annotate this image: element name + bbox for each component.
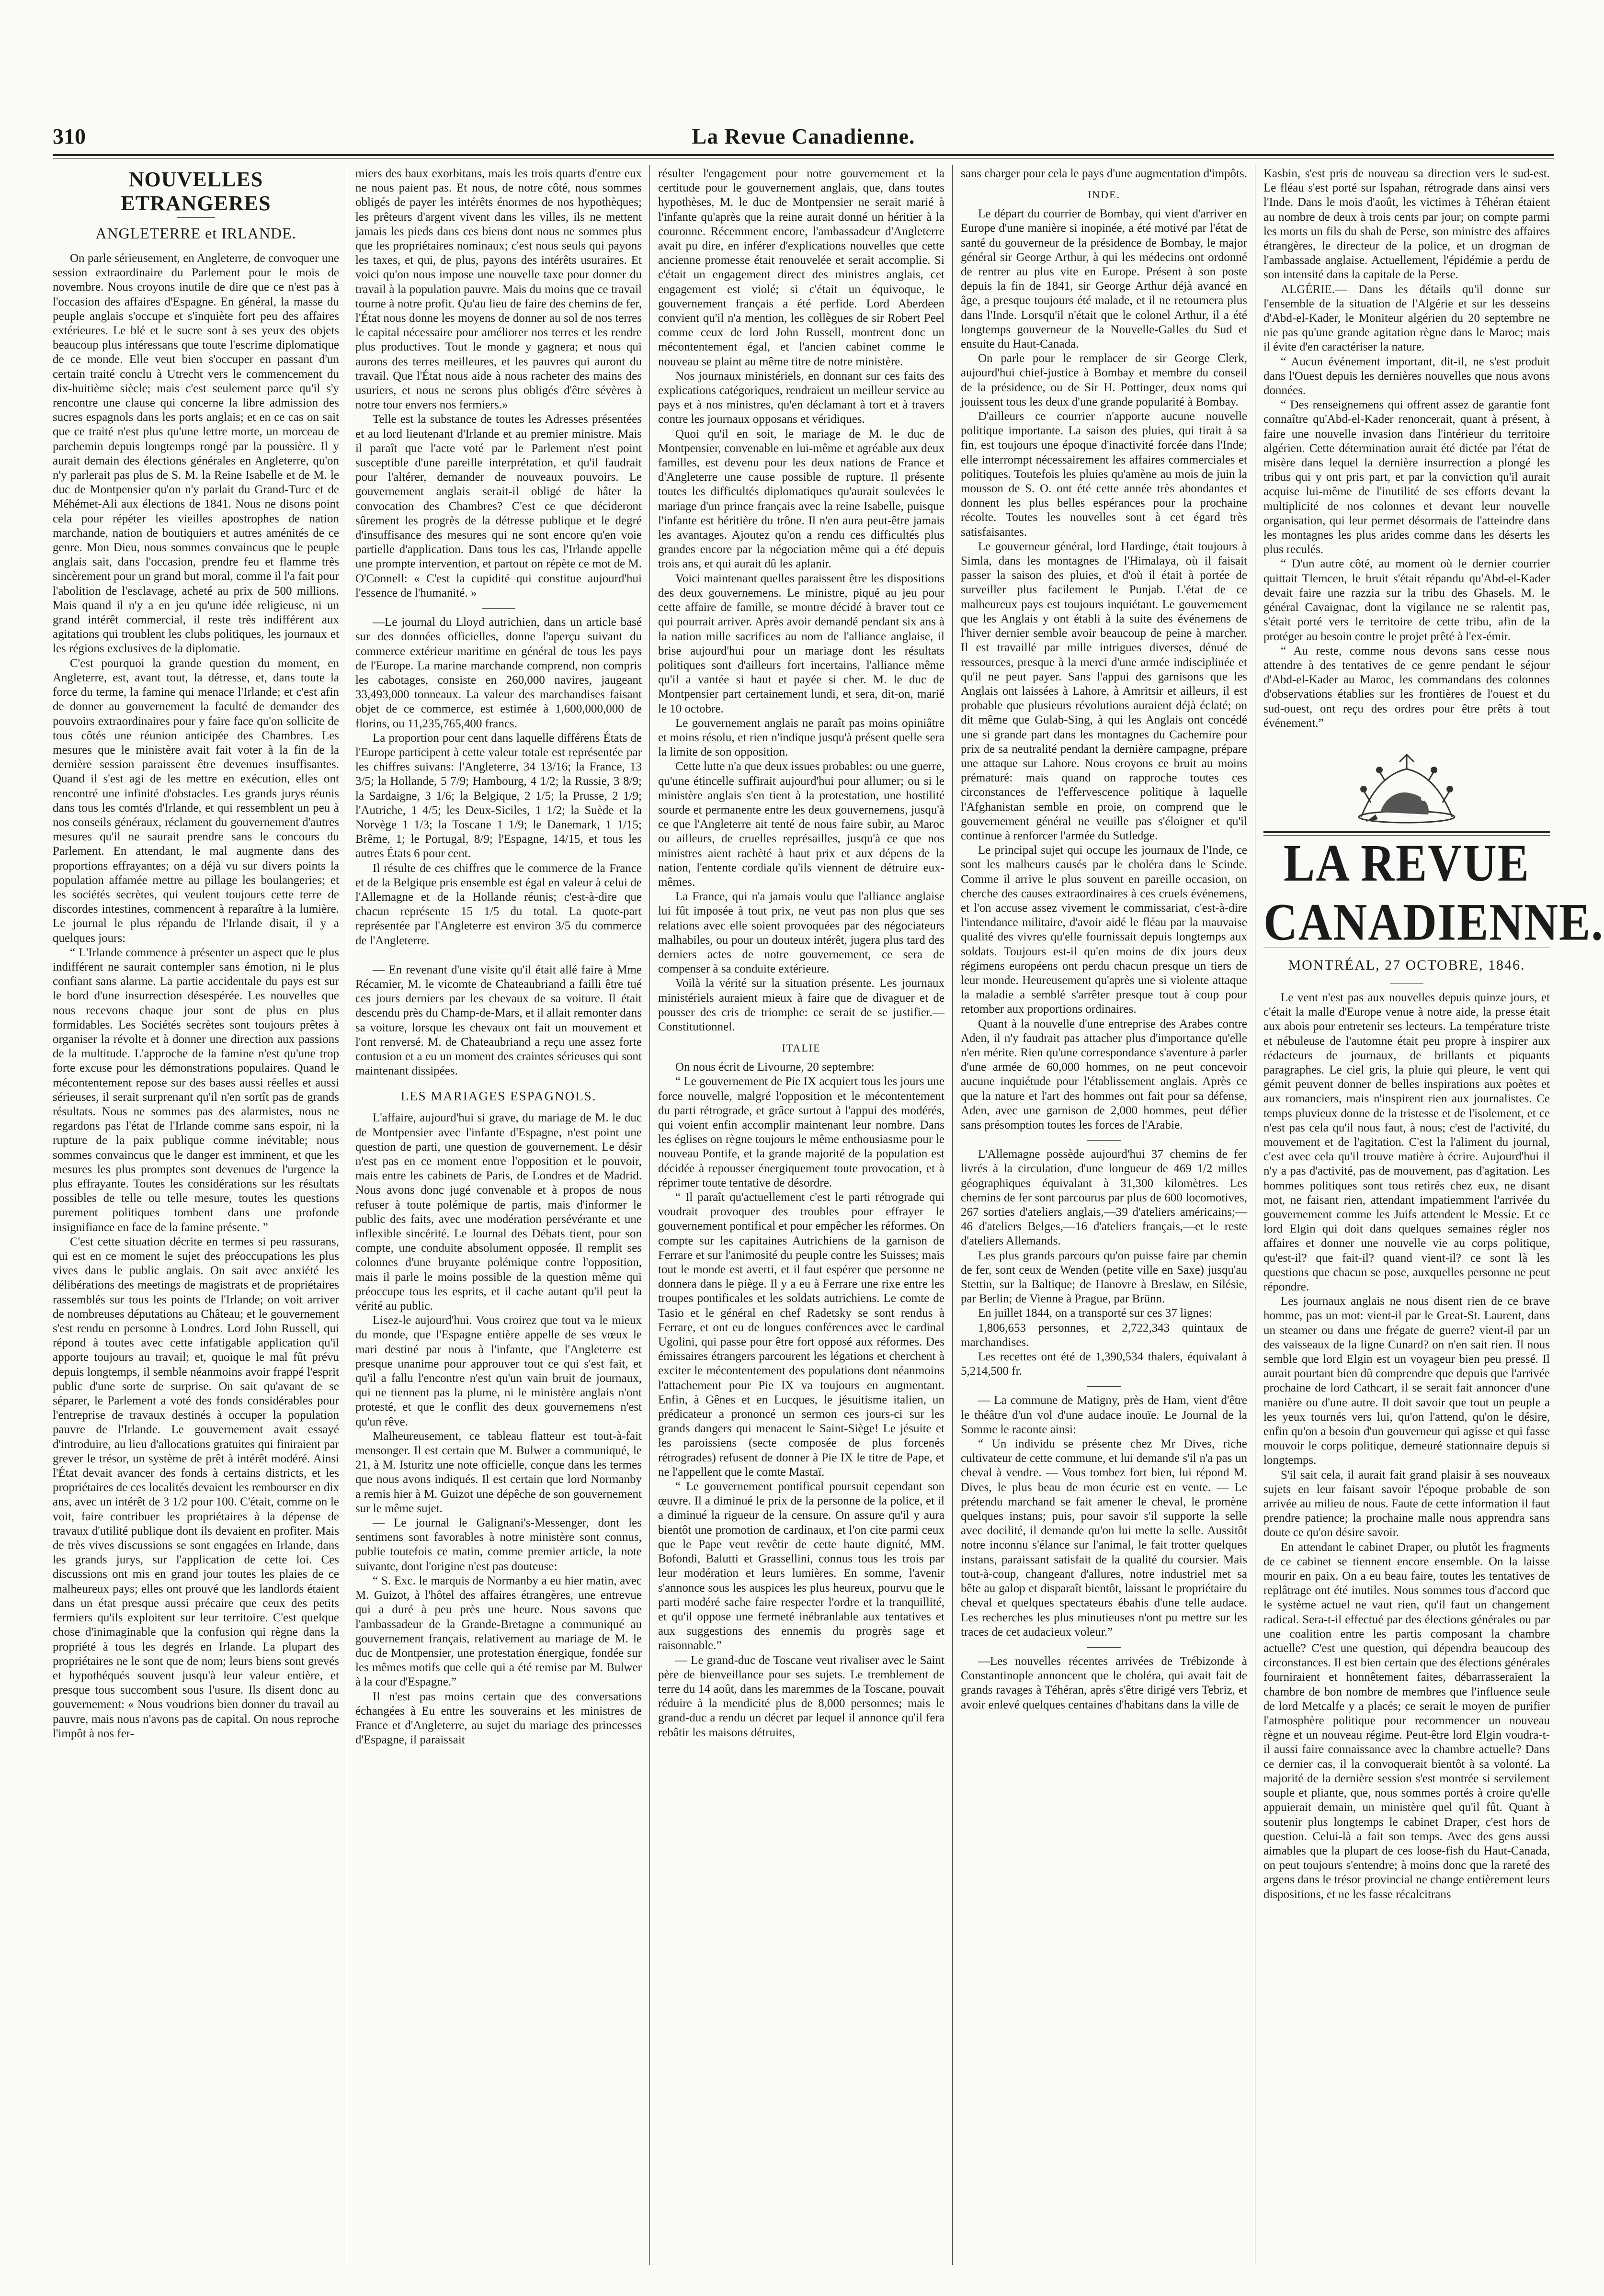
article-paragraph: Voilà la vérité sur la situation présente. Les journaux ministériels auraient mieux à faire que de divaguer et de pousser des cris de triomphe: ce serait de se justifier.—Constitutionnel. xyxy=(658,977,944,1033)
article-paragraph: — La commune de Matigny, près de Ham, vient d'être le théâtre d'un vol d'une audace inouïe. Le Journal de la Somme le raconte ainsi: xyxy=(961,1394,1247,1436)
running-head: La Revue Canadienne. xyxy=(692,124,915,148)
article-paragraph: Cette lutte n'a que deux issues probables: ou une guerre, qu'une étincelle suffirait aujourd'hui pour allumer; ou si le ministère anglais s'en tient à la protestation, une hostilité sourde et permanente entre les deux gouvernemens, jusqu'à ce que l'Angleterre ait tenté de nous faire subir, au Maroc ou ailleurs, de cruelles représailles, jusqu'à ce que nos ministres aient rachèté à haut prix et aux dépens de la nation, l'entente cordiale qu'ils viennent de détruire eux-mêmes. xyxy=(658,760,944,889)
separator-rule xyxy=(1087,1386,1121,1387)
section-subtitle: ANGLETERRE et IRLANDE. xyxy=(95,225,296,242)
column-1 xyxy=(53,167,339,2264)
column-2 xyxy=(355,167,642,2264)
article-paragraph: En juillet 1844, on a transporté sur ces 37 lignes: xyxy=(978,1307,1212,1320)
article-paragraph: Le principal sujet qui occupe les journaux de l'Inde, ce sont les malheurs causés par le choléra dans le Scinde. Comme il arrive le plus souvent en pareille occasion, on cherche des causes extraordinaires à ces cruels événemens, et l'on accuse assez vivement le commissariat, c'est-à-dire l'intendance militaire, d'avoir aidé le fléau par la mauvaise qualité des vivres qu'elle fournissait depuis longtemps aux soldats. Toujours est-il qu'en moins de dix jours deux régimens européens ont perdu chacun presque un tiers de leur monde. Heureusement qu'après une si violente attaque la maladie a semblé s'arrêter presque tout à coup pour retomber aux proportions ordinaires. xyxy=(961,844,1247,1016)
article-paragraph: Telle est la substance de toutes les Adresses présentées et au lord lieutenant d'Irlande et au premier ministre. Mais il paraît que l'acte voté par le Parlement n'est point susceptible d'une pareille interprétation, et qu'il faudrait pour l'altérer, demander de nouveaux pouvoirs. Le gouvernement anglais serait-il obligé de hâter la convocation des Chambres? C'est ce que décideront sûrement les progrès de la détresse publique et le degré d'insuffisance des mesures qui ne sont encore qu'en voie partielle d'application. Dans tous les cas, l'Irlande appelle une prompte intervention, et partout on répète ce mot de M. O'Connell: « C'est la cupidité qui constitue aujourd'hui l'essence de l'humanité. » xyxy=(355,413,642,599)
article-paragraph: résulter l'engagement pour notre gouvernement et la certitude pour le gouvernement anglais, que, dans toutes hypothèses, M. le duc de Montpensier ne serait marié à l'infante qu'après que la reine aurait donné un héritier à la couronne. Récemment encore, l'ambassadeur d'Angleterre avait pu dire, en inférer d'explications nouvelles que cette ancienne promesse était renouvelée et serait accomplie. Si c'était un engagement direct des ministres anglais, cet engagement est violé; si c'était un équivoque, le gouvernement français a été perfide. Lord Aberdeen convient qu'il n'a mention, les collègues de sir Robert Peel comme ceux de lord John Russell, montrent donc un mécontentement égal, et l'ancien cabinet comme le nouveau se plaint au même titre de notre ministère. xyxy=(658,167,944,368)
article-paragraph: C'est cette situation décrite en termes si peu rassurans, qui est en ce moment le sujet des préoccupations les plus vives dans le public anglais. On sait avec anxiété les délibérations des meetings de magistrats et de propriétaires rassemblés sur tous les points de l'Irlande; on voit arriver de nombreuses députations au Château; et le gouvernement s'est rendu en personne à Londres. Lord John Russell, qui répond à toutes avec cette infatigable application qu'il apporte toujours au travail; et, quoique le mal fût prévu depuis longtemps, il semble néanmoins avoir frappé l'esprit public d'une sorte de surprise. On sait qu'avant de se séparer, le Parlement a voté des fonds considérables pour l'entreprise de travaux destinés à occuper la population pauvre de l'Irlande. Le gouvernement avait essayé d'introduire, au lieu d'allocations gratuites qui finiraient par grever le trésor, un système de prêt à intérêt modéré. Ainsi l'État devait avancer des fonds à certains districts, et les propriétaires de ces localités devaient les rembourser en dix ans, avec un intérêt de 3 1/2 pour 100. C'était, comme on le voit, faire contribuer les propriétaires à la dépense de travaux d'utilité publique dont ils devaient en profiter. Mais de très vives discussions se sont engagées en Irlande, dans les grands jurys, sur l'application de cette loi. Ces discussions ont mis en grand jour toutes les plaies de ce malheureux pays; elles ont prouvé que les landlords étaient dans un état presque aussi précaire que ceux des petits fermiers qu'ils exploitent sur leur territoire. C'est quelque chose d'inimaginable que la confusion qui règne dans la propriété à tous les degrés en Irlande. La plupart des propriétaires ne le sont que de nom; leurs biens sont grevés et hypothéqués souvent jusqu'à leur valeur entière, et presque tous succombent sous l'usure. Ils disent donc au gouvernement: « Nous voudrions bien donner du travail au pauvre, mais nous n'avons pas de capital. On nous reproche l'impôt à nos fer- xyxy=(53,1235,339,1740)
article-paragraph: “ Le gouvernement pontifical poursuit cependant son œuvre. Il a diminué le prix de la personne de la police, et il a diminué la rigueur de la censure. On assure qu'il y aura bientôt une promotion de cardinaux, et l'on cite parmi ceux que le Pape veut revêtir de cette haute dignité, MM. Bofondi, Balutti et Grassellini, connus tous les trois par leur modération et leurs lumières. En somme, l'avenir s'annonce sous les auspices les plus heureux, pourvu que le parti modéré sache faire respecter l'ordre et la tranquillité, et qu'il oppose une fermeté inébranlable aux tentatives et aux suggestions des ennemis du progrès sage et raisonnable.” xyxy=(658,1480,944,1652)
article-paragraph: Voici maintenant quelles paraissent être les dispositions des deux gouvernemens. Le ministre, piqué au jeu pour cette affaire de famille, se montre décidé à braver tout ce qui pourrait arriver. Après avoir demandé pendant six ans à la nation mille sacrifices au nom de l'alliance anglaise, il brise aujourd'hui pour un mariage dont les résultats politiques sont d'ailleurs fort incertains, l'alliance même qu'il a vantée si haut et payée si cher. M. le duc de Montpensier part certainement lundi, et sera, dit-on, marié le 10 octobre. xyxy=(658,572,944,715)
article-paragraph: Nos journaux ministériels, en donnant sur ces faits des explications catégoriques, rendraient un meilleur service au pays et à nos ministres, qu'en déclamant à tort et à travers contre les journaux opposans et véridiques. xyxy=(658,369,944,426)
header-rule xyxy=(53,154,1554,156)
column-divider xyxy=(649,165,650,2265)
section-heading: INDE. xyxy=(1087,189,1121,201)
article-paragraph: Les recettes ont été de 1,390,534 thalers, équivalant à 5,214,500 fr. xyxy=(961,1350,1247,1378)
article-paragraph: “ Le gouvernement de Pie IX acquiert tous les jours une force nouvelle, malgré l'opposition et le mécontentement du parti rétrograde, et grâce surtout à l'appui des modérés, qui voient enfin accomplir maintenant leur nombre. Dans les églises on règne toujours le même enthousiasme pour le nouveau Pontife, et la grande majorité de la population est décidée à repousser énergiquement toute provocation, et à réprimer toute tentative de désordre. xyxy=(658,1075,944,1189)
article-paragraph: “ Aucun événement important, dit-il, ne s'est produit dans l'Ouest depuis les dernières nouvelles que nous avons données. xyxy=(1263,355,1550,397)
article-paragraph: Malheureusement, ce tableau flatteur est tout-à-fait mensonger. Il est certain que M. Bulwer a communiqué, le 21, à M. Isturitz une note officielle, conçue dans les termes que nous avons indiqués. Il est certain que lord Normanby a remis hier à M. Guizot une dépêche de son gouvernement sur le même sujet. xyxy=(355,1429,642,1515)
separator-rule xyxy=(482,608,515,609)
article-paragraph: Quant à la nouvelle d'une entreprise des Arabes contre Aden, il n'y faudrait pas attacher plus d'importance qu'elle n'en mérite. Rien qu'une correspondance s'aventure à parler d'une armée de 60,000 hommes, on ne peut concevoir aucune inquiétude pour l'établissement anglais. Après ce que la nature et l'art des hommes ont fait pour sa défense, Aden, avec une garnison de 2,000 hommes, peut défier sans présomption toutes les forces de l'Arabie. xyxy=(961,1017,1247,1131)
article-paragraph: Le vent n'est pas aux nouvelles depuis quinze jours, et c'était la malle d'Europe venue à notre aide, la presse était aux abois pour entretenir ses lecteurs. La température triste et nébuleuse de l'automne était peu propre à inspirer aux rédacteurs de journaux, de brillants et piquants paragraphes. Le ciel gris, la pluie qui pleure, le vent qui gémit peuvent donner de belles inspirations aux poètes et aux romanciers, mais n'inspirent rien aux journalistes. Ce temps pluvieux donne de la tristesse et de l'isolement, et ce n'est pas cela qu'il nous faut, à nous; c'est de l'activité, du mouvement et de l'agitation. C'est la l'aliment du journal, c'est avec cela qu'il trouve matière à écrire. Aujourd'hui il n'y a pas d'activité, pas de mouvement, pas d'agitation. Les hommes politiques sont tous retirés chez eux, ne disant mot, ne faisant rien, attendant impatiemment l'arrivée du gouvernement comme les Juifs attendent le Messie. Et ce lord Elgin qui doit dans quelques semaines régler nos affaires et donner une nouvelle vie au corps politique, qu'est-il? que fait-il? quand vient-il? ce sont là les questions que chacun se pose, auxquelles personne ne peut répondre. xyxy=(1263,991,1550,1293)
article-paragraph: On nous écrit de Livourne, 20 septembre: xyxy=(675,1061,875,1074)
article-paragraph: Lisez-le aujourd'hui. Vous croirez que tout va le mieux du monde, que l'Espagne entière appelle de ses vœux le mari destiné par nous à l'infante, que l'Angleterre est presque unanime pour approuver tout ce qui s'est fait, et qu'il a fallu l'encontre n'est qu'un vain bruit de journaux, qui ne tiennent pas la plume, ni le ministère anglais n'ont protesté, et que le conflit des deux gouvernemens n'est qu'un rêve. xyxy=(355,1314,642,1428)
article-paragraph: —Le journal du Lloyd autrichien, dans un article basé sur des données officielles, donne l'aperçu suivant du commerce extérieur maritime en général de tous les pays de l'Europe. La marine marchande comprend, non compris les cabotages, consiste en 260,000 navires, jaugeant 33,493,000 tonneaux. La valeur des marchandises faisant objet de ce commerce, est estimée à 1,600,000,000 de florins, ou 11,235,765,400 francs. xyxy=(355,616,642,730)
article-paragraph: En attendant le cabinet Draper, ou plutôt les fragments de ce cabinet se tiennent encore ensemble. On la laisse mourir en paix. On a eu beau faire, toutes les tentatives de replâtrage ont été inutiles. Nous sommes tous d'accord que le système actuel ne vaut rien, qu'il faut un changement radical. Sera-t-il effectué par des élections générales ou par une coalition entre les partis composant la chambre actuelle? C'est une question, qui dépendra beaucoup des circonstances. Il est bien certain que des élections générales fourniraient et honnêtement faites, débarrasseraient la chambre de bon nombre de membres que l'influence seule de lord Metcalfe y a placés; ce serait le moyen de purifier l'atmosphère politique pour recommencer un nouveau règne et un nouveau régime. Peut-être lord Elgin voudra-t-il aussi faire connaissance avec la chambre actuelle? Dans ce dernier cas, il la convoquerait bientôt à sa volonté. La majorité de la dernière session s'est montrée si servilement souple et pliante, que, nous sommes portés à croire qu'elle appuierait demain, un ministère quel qu'il fût. Quant à soutenir plus longtemps le cabinet Draper, c'est hors de question. Celui-là a fait son temps. Avec des gens aussi aimables que la plupart de ces loose-fish du Haut-Canada, on peut toujours s'entendre; à moins donc que la rareté des argens dans le trésor provincial ne change entièrement leurs dispositions, et ne les fasse récalcitrans xyxy=(1263,1540,1550,1901)
article-paragraph: C'est pourquoi la grande question du moment, en Angleterre, est, avant tout, la détresse, et, dans toute la force du terme, la famine qui menace l'Irlande; et c'est afin de donner au gouvernement la faculté de demander des pouvoirs extraordinaires pour y faire face qu'on sollicite de tous côtés une réunion anticipée des Chambres. Les mesures que le ministère avait fait voter à la fin de la dernière session paraissent être devenues insuffisantes. Quand il s'est agi de les mettre en exécution, elles ont rencontré une infinité d'obstacles. Les grands jurys réunis dans tous les comtés d'Irlande, et qui ressemblent un peu à nos conseils généraux, réclament du gouvernement d'autres mesures qu'il ne saurait prendre sans le concours du Parlement. En attendant, le mal augmente dans des proportions effrayantes; on a déjà vu sur divers points la population affamée mettre au pillage les boulangeries; et les sociétés secrètes, qui veulent toujours cette terre de discordes intestines, commencent à reparaître à la lumière. Le journal le plus répandu de l'Irlande disait, il y a quelques jours: xyxy=(53,656,339,945)
article-paragraph: “ L'Irlande commence à présenter un aspect que le plus indifférent ne saurait contempler sans émotion, ni le plus confiant sans alarme. La partie accidentale du pays est sur le bord d'une insurrection désespérée. Les nouvelles que nous recevons chaque jour sont de plus en plus formidables. Les Sociétés secrètes sont toujours prêtes à organiser la révolte et à donner une direction aux passions de la multitude. L'approche de la famine n'est qu'une trop forte excuse pour les démonstrations populaires. Quand le mécontentement repose sur des bases aussi réelles et aussi sérieuses, il serait surprenant qu'il n'en sortît pas de grands résultats. Nous ne sommes pas des alarmistes, nous ne regardons pas l'état de l'Irlande comme sans espoir, ni la rupture de la paix publique comme inévitable; nous sommes convaincus que le danger est imminent, et que les mesures les plus promptes sont devenues de l'urgence la plus effrayante. Toutes les considérations sur les résultats possibles de telle ou telle mesure, toutes les questions purement politiques tombent dans une profonde insignifiance en face de la famine présente. ” xyxy=(53,946,339,1234)
column-4 xyxy=(961,167,1247,2264)
article-paragraph: miers des baux exorbitans, mais les trois quarts d'entre eux ne nous paient pas. Et nous, de notre côté, nous sommes obligés de payer les intérêts énormes de nos hypothèques; les prêteurs d'argent vivent dans les villes, ils ne mettent jamais les pieds dans ces biens dont nous ne sommes plus que les propriétaires nominaux; c'est nous seuls qui payons les taxes, et qui, de plus, payons des intérêts usuraires. Et voici qu'on nous impose une nouvelle taxe pour donner du travail à la population pauvre. Mais du moins que ce travail tourne à notre profit. Qu'au lieu de faire des chemins de fer, l'État nous donne les moyens de donner au sol de nos terres le capital nécessaire pour améliorer nos terres et les rendre plus productives. Tout le monde y gagnera; et nous qui aurons des terres meilleures, et les pauvres qui auront du travail. Que l'État nous aide à nous racheter des mains des usuriers, et nous ne serons plus obligés d'être sévères à notre tour envers nos fermiers.» xyxy=(355,167,642,412)
article-paragraph: Le départ du courrier de Bombay, qui vient d'arriver en Europe d'une manière si inopinée, a été motivé par l'état de santé du gouverneur de la présidence de Bombay, le major général sir George Arthur, à qui les médecins ont ordonné de rentrer au plus vite en Europe. Présent à son poste depuis la fin de 1841, sir George Arthur déjà avancé en âge, a presque toujours été malade, et il ne retournera plus dans l'Inde. Lorsqu'il n'était que le colonel Arthur, il a été longtemps gouverneur de la Nouvelle-Galles du Sud et ensuite du Haut-Canada. xyxy=(961,207,1247,351)
article-paragraph: 1,806,653 personnes, et 2,722,343 quintaux de marchandises. xyxy=(961,1321,1247,1349)
article-paragraph: “ Il paraît qu'actuellement c'est le parti rétrograde qui voudrait provoquer des troubles pour effrayer le gouvernement pontifical et pour empêcher les réformes. On compte sur les capitaines Autrichiens de la garnison de Ferrare et sur l'animosité du peuple contre les Suisses; mais tout le monde est averti, et il faut espérer que personne ne donnera dans le piège. Il y a eu à Ferrare une rixe entre les troupes pontificales et les soldats autrichiens. Le comte de Tasio et le général en chef Radetsky se sont rendus à Ferrare, et ont eu de longues conférences avec le cardinal Ugolini, qui passe pour être fort opposé aux réformes. Des émissaires étrangers parcourent les légations et cherchent à exciter le mécontentement des populations dont néanmoins l'attachement pour Pie IX va toujours en augmentant. Enfin, à Gênes et en Lucques, le jésuitisme italien, un prédicateur a prononcé un sermon ces jours-ci sur les grands dangers qui menacent le Saint-Siège! Le jésuite et les paroissiens (secte composée de plus forcenés rétrogrades) refusent de donner à Pie IX le titre de Pape, et ne l'appellent que le comte Mastaï. xyxy=(658,1191,944,1479)
separator-rule xyxy=(1087,1647,1121,1648)
section-heading: ITALIE xyxy=(782,1042,821,1054)
article-paragraph: Le gouverneur général, lord Hardinge, était toujours à Simla, dans les montagnes de l'Himalaya, où il faisait passer la saison des pluies, et d'où il était à portée de surveiller plus facilement le Punjab. L'état de ce malheureux pays est toujours inquiétant. Le gouvernement que les Anglais y ont établi à la suite des événemens de l'hiver dernier semble avoir beaucoup de peine à marcher. Il est travaillé par mille intrigues diverses, dénué de ressources, presque à la merci d'une armée indisciplinée et qu'il ne peut payer. Sans l'appui des garnisons que les Anglais ont laissées à Lahore, à Amritsir et ailleurs, il est probable que plusieurs révolutions auraient déjà éclaté; on dit même que Gulab-Sing, à qui les Anglais ont concédé une si grande part dans les montagnes du Cachemire pour prix de sa neutralité pendant la dernière campagne, prépare une attaque sur Lahore. Nous croyons ce bruit au moins prématuré: mais quand on rapproche toutes ces circonstances de l'effervescence politique à laquelle l'Afghanistan semble en proie, on comprend que le gouvernement général ne veuille pas s'éloigner et qu'il continue à renforcer l'armée du Sutledge. xyxy=(961,540,1247,842)
article-paragraph: ALGÉRIE.— Dans les détails qu'il donne sur l'ensemble de la situation de l'Algérie et sur les desseins d'Abd-el-Kader, le Moniteur algérien du 20 septembre ne nie pas qu'une grande agitation règne dans le Maroc; mais il évite d'en caractériser la nature. xyxy=(1263,283,1550,354)
article-paragraph: Il n'est pas moins certain que des conversations échangées à Eu entre les souverains et les ministres de France et d'Angleterre, au sujet du mariage des princesses d'Espagne, il paraissait xyxy=(355,1690,642,1747)
article-paragraph: — Le grand-duc de Toscane veut rivaliser avec le Saint père de bienveillance pour ses sujets. Le tremblement de terre du 14 août, dans les maremmes de la Toscane, pouvait réduire à la mendicité plus de 8,000 personnes; mais le grand-duc a rendu un décret par lequel il annonce qu'il fera rebâtir les maisons détruites, xyxy=(658,1653,944,1739)
article-paragraph: —Les nouvelles récentes arrivées de Trébizonde à Constantinople annoncent que le choléra, qui avait fait de grands ravages à Téhéran, après s'être dirigé vers Tebriz, et avoir enlevé quelques centaines d'habitans dans la ville de xyxy=(961,1654,1247,1711)
article-paragraph: Kasbin, s'est pris de nouveau sa direction vers le sud-est. Le fléau s'est porté sur Ispahan, rétrograde dans ainsi vers l'Inde. Dans le mois d'août, les victimes à Téhéran étaient au nombre de deux à trois cents par jour; on compte parmi les morts un fils du shah de Perse, son ministre des affaires étrangères, le directeur de la police, et un drogman de l'ambassade anglaise. Actuellement, l'épidémie a perdu de son intensité dans la capitale de la Perse. xyxy=(1263,167,1550,282)
dateline: MONTRÉAL, 27 OCTOBRE, 1846. xyxy=(1288,957,1525,973)
article-paragraph: — Le journal le Galignani's-Messenger, dont les sentimens sont favorables à notre ministère sont connus, publie toutefois ce matin, comme premier article, la note suivante, dont l'origine n'est pas douteuse: xyxy=(355,1516,642,1573)
section-heading: LES MARIAGES ESPAGNOLS. xyxy=(400,1089,597,1104)
section-title: NOUVELLES ETRANGERES xyxy=(121,168,271,215)
article-paragraph: “ D'un autre côté, au moment où le dernier courrier quittait Tlemcen, le bruit s'était répandu qu'Abd-el-Kader devait faire une razzia sur la tribu des Ghasels. M. le général Cavaignac, dont la vigilance ne se ralentit pas, s'était porté vers le territoire de cette tribu, afin de la protéger au besoin contre le projet prêté à l'ex-émir. xyxy=(1263,557,1550,643)
article-paragraph: “ Au reste, comme nous devons sans cesse nous attendre à des tentatives de ce genre pendant le séjour d'Abd-el-Kader au Maroc, les commandans des colonnes d'observations établies sur les frontières de l'ouest et du sud-ouest, ont reçu des ordres pour être prêts à tout événement.” xyxy=(1263,644,1550,730)
article-paragraph: L'affaire, aujourd'hui si grave, du mariage de M. le duc de Montpensier avec l'infante d'Espagne, n'est point une question de parti, une question de gouvernement. Le désir n'est pas en ce moment entre l'opposition et le pouvoir, mais entre les cabinets de Paris, de Londres et de Madrid. Nous avons donc jugé convenable et à propos de nous refuser à toute polémique de partis, mais d'informer le public des faits, avec une modération persévérante et une inflexible sincérité. Le Journal des Débats tient, pour son compte, une conduite absolument opposée. Il remplit ses colonnes d'une bruyante polémique contre l'opposition, mais il parle le moins possible de la question même qui préoccupe tous les esprits, et il cache autant qu'il peut la vérité au public. xyxy=(355,1111,642,1313)
article-paragraph: Les journaux anglais ne nous disent rien de ce brave homme, pas un mot: vient-il par le Great-St. Laurent, dans un steamer ou dans une frégate de guerre? vient-il par un des vaisseaux de la ligne Cunard? on n'en sait rien. Il nous semble que lord Elgin est un voyageur bien peu pressé. Il aurait pourtant bien dû comprendre que depuis que l'arrivée prochaine de lord Cathcart, il se serait fait annoncer d'une manière ou d'une autre. Il doit savoir que tout un peuple a les yeux tournés vers lui, qu'on l'attend, qu'on le désire, enfin qu'on a besoin d'un gouverneur qui agisse et qui fasse mouvoir le corps politique, demeuré stationnaire depuis si longtemps. xyxy=(1263,1295,1550,1467)
column-5 xyxy=(1263,167,1604,2264)
page-header xyxy=(53,124,1554,152)
separator-rule xyxy=(1087,1140,1121,1141)
article-paragraph: — En revenant d'une visite qu'il était allé faire à Mme Récamier, M. le vicomte de Chateaubriand a failli être tué ces jours derniers par les chevaux de sa voiture. Il était descendu près du Champ-de-Mars, et il allait remonter dans sa voiture, lorsque les chevaux ont fait un mouvement et l'ont renversé. M. de Chateaubriand a reçu une assez forte contusion et a eu un moment des craintes sérieuses qui sont maintenant dissipées. xyxy=(355,963,642,1078)
page-number: 310 xyxy=(53,124,86,148)
section-rule xyxy=(177,217,215,218)
article-paragraph: S'il sait cela, il aurait fait grand plaisir à ses nouveaux sujets en leur faisant savoir l'époque probable de son arrivée au milieu de nous. Faute de cette information il faut prendre patience; la prochaine malle nous apprendra sans doute ce qu'on désire savoir. xyxy=(1263,1468,1550,1539)
article-paragraph: D'ailleurs ce courrier n'apporte aucune nouvelle politique importante. La saison des pluies, qui tirait à sa fin, est toujours une époque d'inactivité forcée dans l'Inde; elle interrompt nécessairement les affaires commerciales et politiques. Toutefois les pluies qu'amène au mois de juin la mousson de S. O. ont été cette année très abondantes et donnent les plus belles espérances pour la prochaine récolte. Toutes les nouvelles sont à cet égard très satisfaisantes. xyxy=(961,410,1247,539)
masthead-title: LA REVUE CANADIENNE. xyxy=(1263,834,1604,952)
article-paragraph: Le gouvernement anglais ne paraît pas moins opiniâtre et moins résolu, et rien n'indique jusqu'à présent quelle sera la limite de son opposition. xyxy=(658,716,944,759)
article-paragraph: L'Allemagne possède aujourd'hui 37 chemins de fer livrés à la circulation, d'une longueur de 469 1/2 milles géographiques équivalant à 31,300 kilomètres. Les chemins de fer sont parcourus par plus de 600 locomotives, 267 sorties d'ateliers anglais,—39 d'ateliers américains;—46 d'ateliers Belges,—16 d'ateliers français,—et le reste d'ateliers Allemands. xyxy=(961,1148,1247,1248)
article-paragraph: Il résulte de ces chiffres que le commerce de la France et de la Belgique pris ensemble est égal en valeur à celui de l'Allemagne et de la Hollande réunis; c'est-à-dire que chacun représente 15 1/5 du total. La quote-part représentée par l'Angleterre est environ 3/5 du commerce de l'Angleterre. xyxy=(355,861,642,947)
article-paragraph: Les plus grands parcours qu'on puisse faire par chemin de fer, sont ceux de Wenden (petite ville en Saxe) jusqu'au Stettin, sur la Baltique; de Hanovre à Breslaw, en Silésie, par Berlin; de Vienne à Prague, par Brünn. xyxy=(961,1249,1247,1306)
article-paragraph: On parle pour le remplacer de sir George Clerk, aujourd'hui chief-justice à Bombay et membre du conseil de la présidence, ou de Sir H. Pottinger, deux noms qui jouissent tous les deux d'une grande popularité à Bombay. xyxy=(961,352,1247,408)
article-paragraph: On parle sérieusement, en Angleterre, de convoquer une session extraordinaire du Parlement pour le mois de novembre. Nous croyons inutile de dire que ce n'est pas à l'occasion des affaires d'Espagne. En général, la masse du peuple anglais s'occupe et s'inquiète fort peu des affaires extérieures. Le blé et le sucre sont à ses yeux des objets beaucoup plus intéressans que toute l'escrime diplomatique de ce monde. Elle veut bien s'occuper en passant d'un certain traité conclu à Utrecht vers le commencement du dix-huitième siècle; mais c'est seulement parce qu'il s'y rencontre une clause qui concerne la libre admission des sucres espagnols dans les ports anglais; et en ce cas on sait que ce traité n'est plus qu'une lettre morte, un morceau de parchemin depuis longtemps rongé par la poussière. Il y aurait demain des élections générales en Angleterre, qu'on n'y parlerait pas plus de S. M. la Reine Isabelle et de M. le duc de Montpensier qu'on n'y parlait du Grand-Turc et de Méhémet-Ali aux élections de 1841. Nous ne disons point cela pour répéter les vieilles apostrophes de nation marchande, nation de boutiquiers et autres aménités de ce genre. Mon Dieu, nous sommes convaincus que le peuple anglais sait, dans l'occasion, prendre feu et flamme très sincèrement pour un grand but moral, comme il l'a fait pour l'abolition de l'esclavage, acheté au prix de 500 millions. Mais quand il n'y a en jeu qu'une idée religieuse, ni un grand intérêt commercial, il reste très indifférent aux agitations qui troublent les clubs politiques, les journaux et les régions exclusives de la diplomatie. xyxy=(53,252,339,656)
column-divider xyxy=(952,165,953,2265)
beaver-emblem-icon xyxy=(1352,745,1462,826)
column-3 xyxy=(658,167,944,2264)
article-paragraph: La proportion pour cent dans laquelle différens États de l'Europe participent à cette valeur totale est représentée par les chiffres suivans: l'Angleterre, 34 13/16; la France, 13 3/5; la Hollande, 5 7/9; Hambourg, 4 1/2; la Russie, 3 8/9; la Sardaigne, 3 1/6; la Belgique, 2 1/5; la Prusse, 2 1/9; l'Autriche, 1 4/5; les Deux-Siciles, 1 1/2; la Suède et la Norvège 1 1/3; la Toscane 1 1/9; le Danemark, 1 1/15; Brême, 1; le Portugal, 8/9; l'Espagne, 14/15, et tous les autres États 6 pour cent. xyxy=(355,731,642,860)
article-paragraph: sans charger pour cela le pays d'une augmentation d'impôts. xyxy=(961,167,1247,180)
article-paragraph: “ Un individu se présente chez Mr Dives, riche cultivateur de cette commune, et lui demande s'il n'a pas un cheval à vendre. — Vous tombez fort bien, lui répond M. Dives, le plus beau de mon écurie est en vente. — Le prétendu marchand se fait amener le cheval, le promène quelques instans; puis, pour savoir s'il supporte la selle avec docilité, il demande qu'on lui mette la selle. Aussitôt notre inconnu s'élance sur l'animal, le fait trotter quelques instans, paraissant satisfait de la qualité du coursier. Mais tout-à-coup, changeant d'allures, notre industriel met sa bête au galop et disparaît bientôt, laissant le propriétaire du cheval et quelques spectateurs ébahis d'une telle audace. Les recherches les plus minutieuses n'ont pu mettre sur les traces de cet audacieux voleur.” xyxy=(961,1437,1247,1639)
masthead-rule xyxy=(1263,831,1550,833)
article-paragraph: La France, qui n'a jamais voulu que l'alliance anglaise lui fût imposée à tout prix, ne veut pas non plus que ses relations avec elle soient provoquées par des négociateurs malhabiles, ou pour un douteux intérêt, jugera plus tard des derniers actes de notre gouvernement, ce sera de compenser à sa conduite extérieure. xyxy=(658,890,944,976)
article-paragraph: Quoi qu'il en soit, le mariage de M. le duc de Montpensier, convenable en lui-même et agréable aux deux familles, est devenu pour les deux nations de France et d'Angleterre une cause possible de rupture. Il présente toutes les difficultés diplomatiques qu'aurait soulevées le mariage d'un prince français avec la reine Isabelle, puisque l'infante est héritière du trône. Il n'en aura peut-être jamais les avantages. Ajoutez qu'on a rendu ces difficultés plus grandes encore par la négociation même qui a été depuis trois ans, et qui aurait dû les aplanir. xyxy=(658,427,944,571)
article-paragraph: “ S. Exc. le marquis de Normanby a eu hier matin, avec M. Guizot, à l'hôtel des affaires étrangères, une entrevue qui a duré à peu près une heure. Nous savons que l'ambassadeur de la Grande-Bretagne a communiqué au gouvernement français, relativement au mariage de M. le duc de Montpensier, une protestation énergique, fondée sur les mêmes motifs que celle qui a été remise par M. Bulwer à la cour d'Espagne.” xyxy=(355,1574,642,1689)
article-paragraph: “ Des renseignemens qui offrent assez de garantie font connaître qu'Abd-el-Kader renoncerait, quant à présent, à faire une nouvelle invasion dans l'intérieur du territoire algérien. Cette détermination aurait été dictée par l'état de misère dans lequel la dernière insurrection a plongé les tribus qui y ont pris part, et par la conviction qu'il aurait acquise lui-même de l'inutilité de ses efforts devant la multiplicité de nos colonnes et devant leur nouvelle organisation, qui leur permet désormais de l'atteindre dans les montagnes les plus arides comme dans les déserts les plus reculés. xyxy=(1263,398,1550,556)
